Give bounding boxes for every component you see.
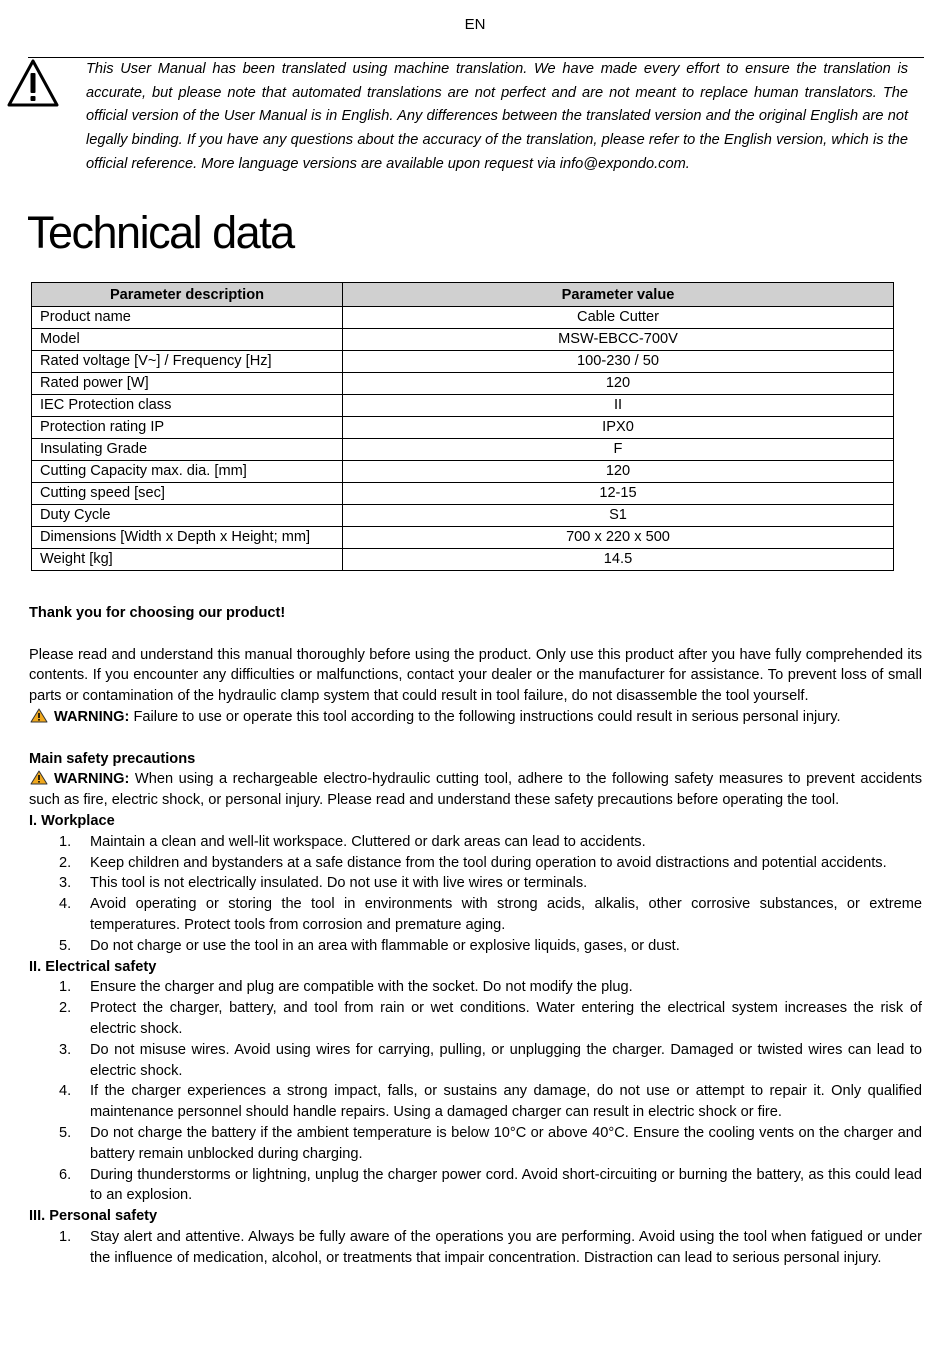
warning-text: When using a rechargeable electro-hydraulic cutting tool, adhere to the following safety measures to prevent accidents such as fire, electric shock, or personal injury. Please read and understand these safety precautions before operating the tool.: [29, 771, 922, 809]
table-row: [32, 395, 894, 417]
table-row: [32, 307, 894, 329]
list-text: Avoid operating or storing the tool in environments with strong acids, alkalis, other corrosive substances, or extreme temperatures. Protect tools from corrosion and premature aging.: [90, 896, 922, 933]
section-list: [29, 832, 922, 957]
list-item: [29, 998, 922, 1040]
parameter-description: Protection rating IP: [32, 417, 343, 439]
list-text: Keep children and bystanders at a safe distance from the tool during operation to avoid distractions and potential accidents.: [90, 854, 887, 871]
parameter-description: Cutting speed [sec]: [32, 483, 343, 505]
list-number: 4.: [59, 896, 72, 913]
section-list: [29, 1227, 922, 1269]
parameter-description: Model: [32, 329, 343, 351]
list-text: Do not charge or use the tool in an area with flammable or explosive liquids, gases, or dust.: [90, 937, 680, 954]
parameter-value: MSW-EBCC-700V: [343, 329, 894, 351]
list-number: 2.: [59, 1000, 72, 1017]
table-row: [32, 505, 894, 527]
list-item: [29, 1040, 922, 1082]
warning-triangle-icon: [6, 58, 60, 108]
list-text: If the charger experiences a strong impact, falls, or sustains any damage, do not use or attempt to repair it. Only qualified maintenance personnel should handle repairs. Using a damaged charger can result in electric shock or fire.: [90, 1083, 922, 1121]
table-row: [32, 329, 894, 351]
warning-note: [29, 707, 922, 728]
list-item: [29, 873, 922, 894]
warning-label: WARNING:: [54, 771, 130, 788]
list-item: [29, 1165, 922, 1207]
parameter-value: 120: [343, 373, 894, 395]
warning-triangle-icon: [30, 708, 48, 723]
page-title: Technical data: [27, 207, 294, 258]
list-number: 1.: [59, 833, 72, 850]
parameter-value: 120: [343, 461, 894, 483]
table-header-row: [32, 283, 894, 307]
list-item: [29, 1123, 922, 1165]
section-list: [29, 977, 922, 1206]
list-item: [29, 894, 922, 936]
table-row: [32, 527, 894, 549]
parameter-value: 100-230 / 50: [343, 351, 894, 373]
list-number: 2.: [59, 854, 72, 871]
table-header-value: Parameter value: [343, 283, 894, 307]
language-code: EN: [464, 16, 486, 33]
parameter-value: 14.5: [343, 549, 894, 571]
parameter-description: Insulating Grade: [32, 439, 343, 461]
list-number: 3.: [59, 1041, 72, 1058]
list-number: 1.: [59, 979, 72, 996]
parameter-value: F: [343, 439, 894, 461]
translation-disclaimer: This User Manual has been translated using machine translation. We have made every effort to ensure the translation is accurate, but please note that automated translations are not perfect and are not meant to replace human translators. The official version of the User Manual is in English. Any differences between the translated version and the original English are not legally binding. If you have any questions about the accuracy of the translation, please refer to the English version, which is the official reference. More language versions are available upon request via info@expondo.com.: [86, 61, 908, 172]
list-item: [29, 936, 922, 957]
warning-text: Failure to use or operate this tool according to the following instructions could result in serious personal injury.: [129, 708, 841, 725]
table-row: [32, 549, 894, 571]
list-text: Do not misuse wires. Avoid using wires for carrying, pulling, or unplugging the charger. Damaged or twisted wires can lead to electric shock.: [90, 1041, 922, 1079]
parameter-value: S1: [343, 505, 894, 527]
safety-sections: [29, 811, 922, 1269]
table-header-parameter: Parameter description: [32, 283, 343, 307]
section-heading: I. Workplace: [29, 812, 115, 829]
parameter-description: IEC Protection class: [32, 395, 343, 417]
parameter-value: II: [343, 395, 894, 417]
table-row: [32, 461, 894, 483]
list-text: Ensure the charger and plug are compatible with the socket. Do not modify the plug.: [90, 979, 633, 996]
list-number: 5.: [59, 937, 72, 954]
warning-label: WARNING:: [54, 708, 130, 725]
table-row: [32, 417, 894, 439]
safety-warning: [29, 769, 922, 811]
table-row: [32, 351, 894, 373]
parameter-description: Duty Cycle: [32, 505, 343, 527]
parameter-description: Rated power [W]: [32, 373, 343, 395]
parameter-description: Rated voltage [V~] / Frequency [Hz]: [32, 351, 343, 373]
list-text: During thunderstorms or lightning, unplug the charger power cord. Avoid short-circuiting or burning the battery, as this could lead to an explosion.: [90, 1166, 922, 1204]
list-text: Stay alert and attentive. Always be fully aware of the operations you are performing. Avoid using the tool when fatigued or under the influence of medication, alcohol, or treatments that impair concentration. Distraction can lead to serious personal injury.: [90, 1228, 922, 1266]
list-item: [29, 853, 922, 874]
parameter-description: Cutting Capacity max. dia. [mm]: [32, 461, 343, 483]
list-item: [29, 977, 922, 998]
parameter-value: 12-15: [343, 483, 894, 505]
table-row: [32, 439, 894, 461]
warning-triangle-icon: [30, 770, 48, 785]
section-heading: II. Electrical safety: [29, 958, 157, 975]
technical-data-table: [31, 282, 894, 571]
parameter-value: Cable Cutter: [343, 307, 894, 329]
thanks-heading: Thank you for choosing our product!: [29, 605, 286, 621]
list-number: 5.: [59, 1124, 72, 1141]
list-number: 4.: [59, 1083, 72, 1100]
manual-content: [29, 603, 922, 1269]
safety-heading: Main safety precautions: [29, 750, 196, 767]
list-text: Do not charge the battery if the ambient temperature is below 10°C or above 40°C. Ensure the cooling vents on the charger and battery remain unblocked during charging.: [90, 1124, 922, 1162]
intro-paragraph: Please read and understand this manual thoroughly before using the product. Only use this product after you have fully comprehended its contents. If you encounter any difficulties or malfunctions, contact your dealer or the manufacturer for assistance. To prevent loss of small parts or contamination of the hydraulic clamp system that could result in tool failure, do not disassemble the tool yourself.: [29, 646, 922, 705]
section-heading: III. Personal safety: [29, 1208, 158, 1225]
list-text: This tool is not electrically insulated. Do not use it with live wires or terminals.: [90, 875, 588, 892]
table-row: [32, 483, 894, 505]
parameter-value: IPX0: [343, 417, 894, 439]
list-number: 6.: [59, 1166, 72, 1183]
list-text: Maintain a clean and well-lit workspace. Cluttered or dark areas can lead to accidents.: [90, 833, 646, 850]
list-text: Protect the charger, battery, and tool from rain or wet conditions. Water entering the electrical system increases the risk of electric shock.: [90, 1000, 922, 1037]
parameter-description: Product name: [32, 307, 343, 329]
list-number: 1.: [59, 1228, 72, 1245]
list-number: 3.: [59, 875, 72, 892]
parameter-description: Dimensions [Width x Depth x Height; mm]: [32, 527, 343, 549]
list-item: [29, 1227, 922, 1269]
parameter-description: Weight [kg]: [32, 549, 343, 571]
table-row: [32, 373, 894, 395]
list-item: [29, 832, 922, 853]
list-item: [29, 1081, 922, 1123]
parameter-value: 700 x 220 x 500: [343, 527, 894, 549]
